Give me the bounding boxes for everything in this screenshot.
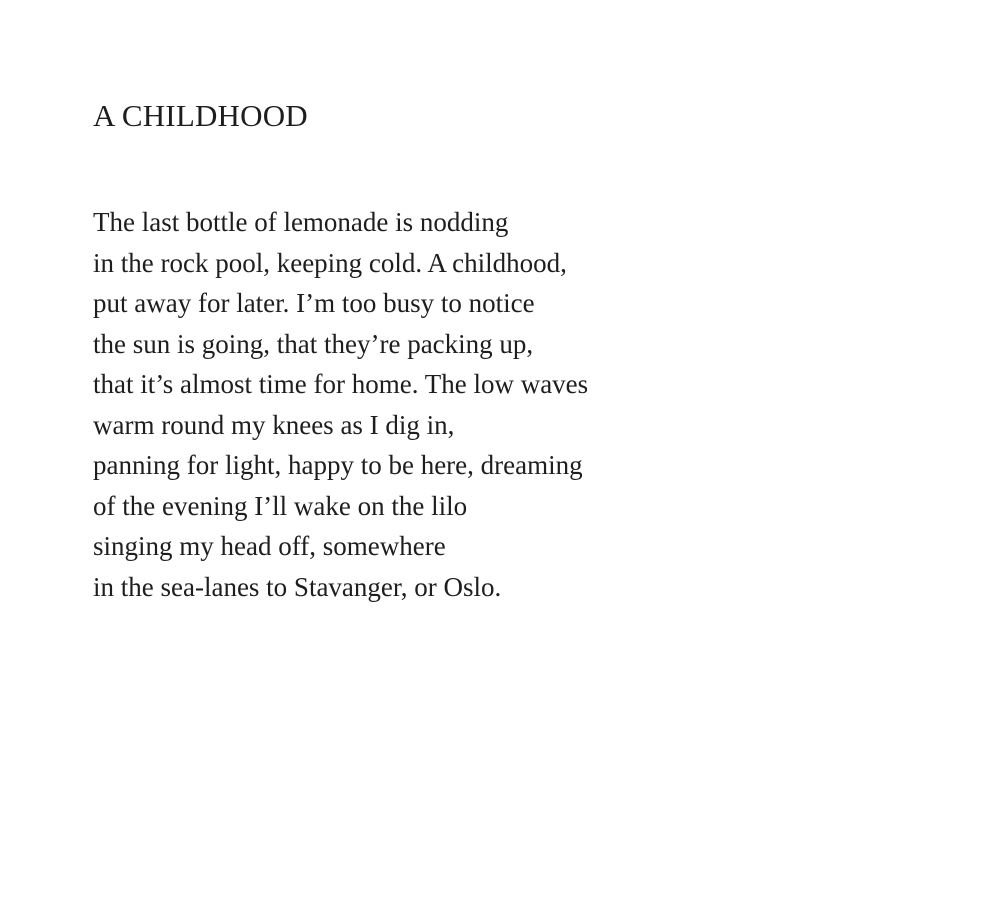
- poem-line: the sun is going, that they’re packing up,: [93, 328, 534, 359]
- poem-line: put away for later. I’m too busy to notice: [93, 288, 535, 318]
- poem-line: panning for light, happy to be here, dreaming: [93, 450, 583, 480]
- poem-line: singing my head off, somewhere: [93, 531, 446, 561]
- poem-line: in the rock pool, keeping cold. A childhood,: [93, 247, 567, 278]
- poem-line: that it’s almost time for home. The low waves: [93, 369, 589, 399]
- poem-line: in the sea-lanes to Stavanger, or Oslo.: [93, 571, 502, 602]
- poem-line: warm round my knees as I dig in,: [93, 409, 455, 440]
- poem-title: A CHILDHOOD: [93, 98, 308, 133]
- poem-body: [93, 202, 588, 607]
- poem-line: of the evening I’ll wake on the lilo: [93, 490, 468, 521]
- poem-line: The last bottle of lemonade is nodding: [93, 207, 509, 237]
